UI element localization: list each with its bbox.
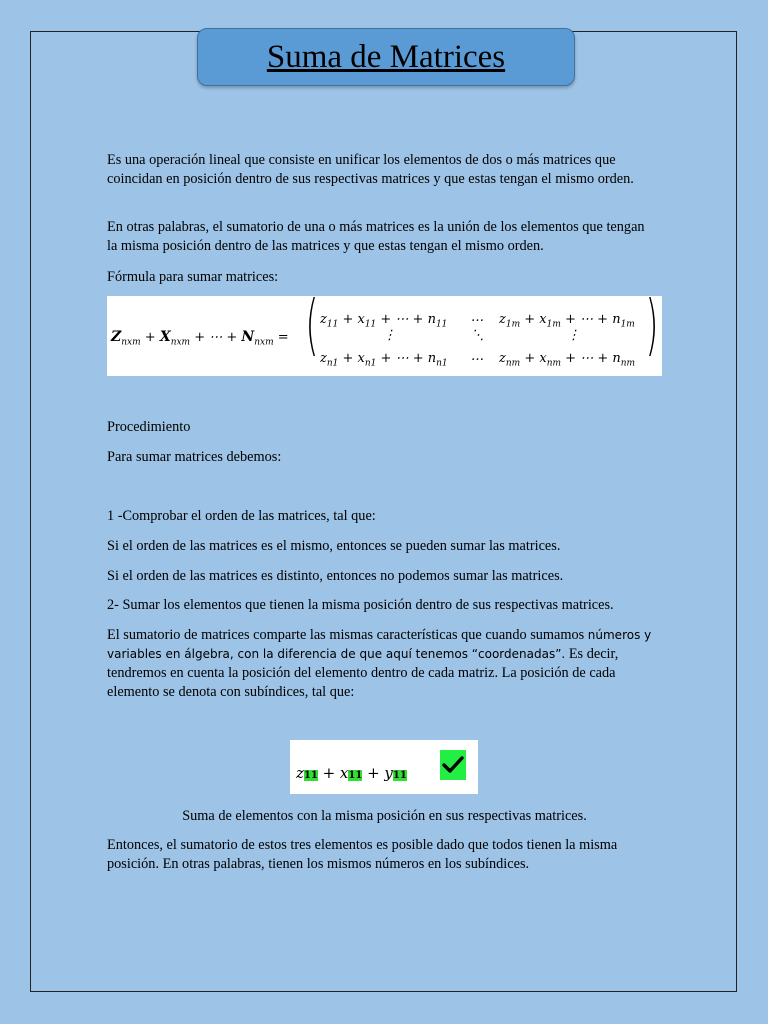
paragraph-formula-intro: Fórmula para sumar matrices: bbox=[107, 269, 279, 285]
example-expression: z11 + x11 + y11 bbox=[296, 764, 407, 782]
left-paren: ( bbox=[305, 286, 319, 363]
step-1-same-order: Si el orden de las matrices es el mismo, entonces se pueden sumar las matrices. bbox=[107, 538, 561, 554]
element-sum-example bbox=[290, 740, 478, 794]
formula-lhs: $Z_{nxm} + X_{nxm}$ + ⋯ + $N_{nxm}$ = bbox=[111, 329, 289, 348]
step-2: 2- Sumar los elementos que tienen la misma posición dentro de sus respectivas matrices. bbox=[107, 597, 614, 613]
heading-procedure: Procedimiento bbox=[107, 419, 191, 435]
matrix-cell-r2c1: ⋮ bbox=[383, 328, 396, 343]
matrix-cell-r3c3: $z_{nm} + x_{nm}$ + ⋯ + $n_{nm}$ bbox=[499, 351, 636, 369]
example-caption: Suma de elementos con la misma posición en sus respectivas matrices. bbox=[182, 808, 587, 824]
paragraph-steps-intro: Para sumar matrices debemos: bbox=[107, 449, 282, 465]
matrix-cell-r1c1: $z_{11} + x_{11}$ + ⋯ + $n_{11}$ bbox=[320, 312, 448, 330]
paragraph-coordinates: El sumatorio de matrices comparte las mismas características que cuando sumamos números y variables en álgebra, con la diferencia de que aquí tenemos “coordenadas”. Es decir, tendremos en cuenta la posición del elemento dentro de cada matriz. La posición de cada elemento se denota con subíndices, tal que: bbox=[107, 627, 652, 700]
matrix-cell-r2c2: ⋱ bbox=[471, 328, 484, 343]
matrix-sum-formula bbox=[107, 286, 662, 376]
right-paren: ) bbox=[645, 286, 659, 363]
paragraph-conclusion: Entonces, el sumatorio de estos tres elementos es posible dado que todos tienen la misma posición. En otras palabras, tienen los mismos números en los subíndices. bbox=[107, 837, 618, 872]
title-banner bbox=[197, 28, 575, 86]
paragraph-other-words: En otras palabras, el sumatorio de una o más matrices es la unión de los elementos que tengan la misma posición dentro de las matrices y que estas tengan el mismo orden. bbox=[107, 219, 645, 254]
matrix-cell-r3c2: … bbox=[471, 349, 484, 364]
paragraph-definition: Es una operación lineal que consiste en unificar los elementos de dos o más matrices que coincidan en posición dentro de sus respectivas matrices y que estas tengan el mismo orden. bbox=[107, 152, 634, 187]
matrix-cell-r2c3: ⋮ bbox=[567, 328, 580, 343]
step-1-different-order: Si el orden de las matrices es distinto, entonces no podemos sumar las matrices. bbox=[107, 568, 564, 584]
check-mark-icon bbox=[440, 750, 466, 780]
step-1: 1 -Comprobar el orden de las matrices, tal que: bbox=[107, 508, 376, 524]
matrix-cell-r1c2: … bbox=[471, 310, 484, 325]
page-title: Suma de Matrices bbox=[266, 38, 506, 75]
matrix-cell-r1c3: $z_{1m} + x_{1m}$ + ⋯ + $n_{1m}$ bbox=[499, 312, 635, 330]
matrix-cell-r3c1: $z_{n1} + x_{n1}$ + ⋯ + $n_{n1}$ bbox=[320, 351, 448, 369]
